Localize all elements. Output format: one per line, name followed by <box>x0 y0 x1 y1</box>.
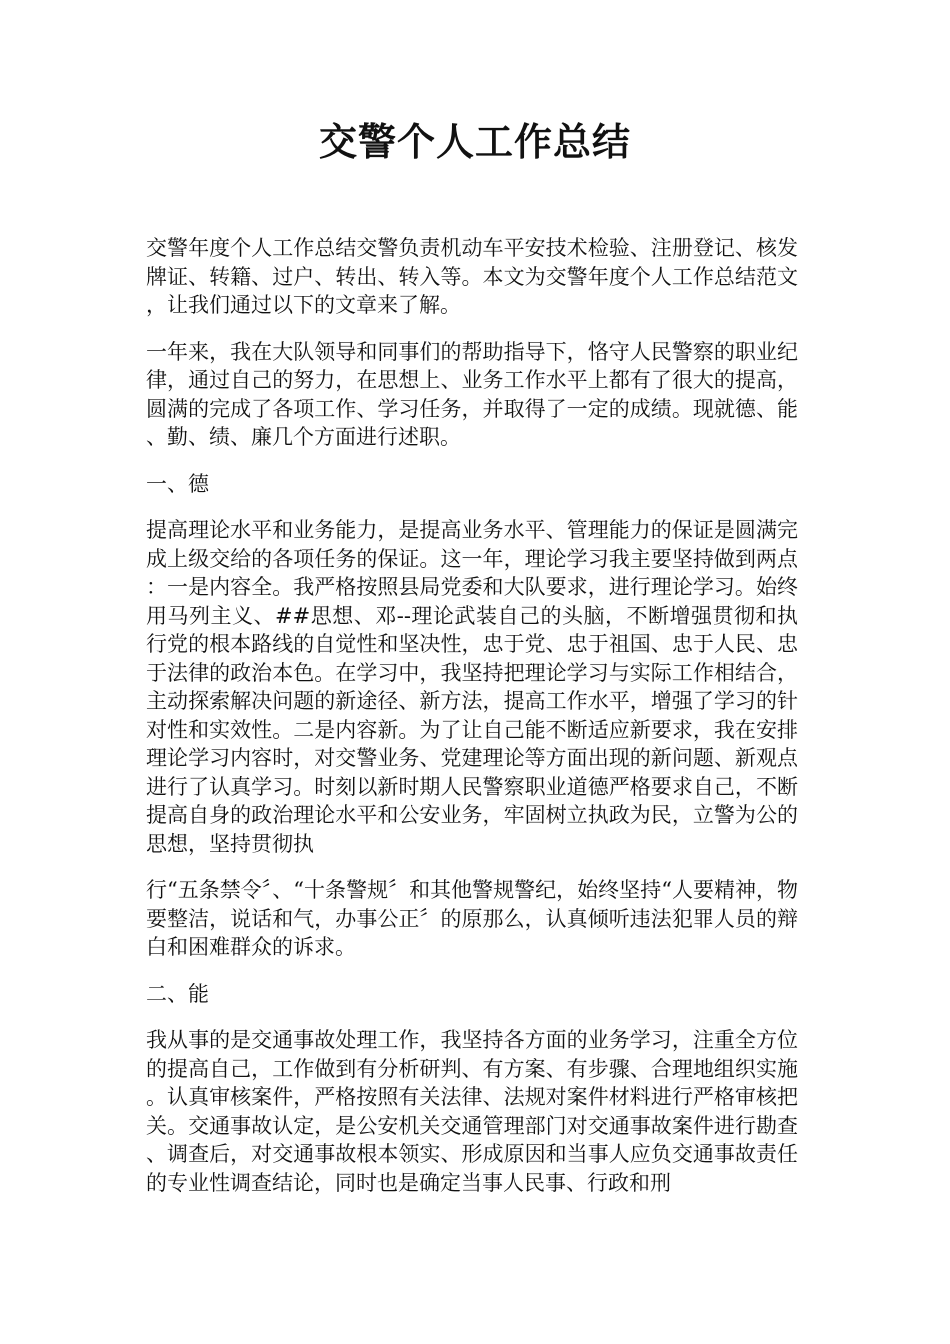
paragraph-de-continued: 行“五条禁令〞、“十条警规〞和其他警规警纪，始终坚持“人要精神，物要整洁，说话和气，办事公正〞的原那么，认真倾听违法犯罪人员的辩白和困难群众的诉求。 <box>146 878 798 959</box>
document-title: 交警个人工作总结 <box>318 119 631 164</box>
section-heading-de: 一、德 <box>146 471 209 496</box>
paragraph-de-body: 提高理论水平和业务能力，是提高业务水平、管理能力的保证是圆满完成上级交给的各项任务的保证。这一年，理论学习我主要坚持做到两点：一是内容全。我严格按照县局党委和大队要求，进行理论学习。始终用马列主义、##思想、邓--理论武装自己的头脑，不断增强贯彻和执行党的根本路线的自觉性和坚决性，忠于党、忠于祖国、忠于人民、忠于法律的政治本色。在学习中，我坚持把理论学习与实际工作相结合，主动探索解决问题的新途径、新方法，提高工作水平，增强了学习的针对性和实效性。二是内容新。为了让自己能不断适应新要求，我在安排理论学习内容时，对交警业务、党建理论等方面出现的新问题、新观点进行了认真学习。时刻以新时期人民警察职业道德严格要求自己，不断提高自身的政治理论水平和公安业务，牢固树立执政为民，立警为公的思想，坚持贯彻执 <box>146 518 798 856</box>
paragraph-overview: 一年来，我在大队领导和同事们的帮助指导下，恪守人民警察的职业纪律，通过自己的努力，在思想上、业务工作水平上都有了很大的提高，圆满的完成了各项工作、学习任务，并取得了一定的成绩。现就德、能、勤、绩、廉几个方面进行述职。 <box>146 339 798 449</box>
paragraph-neng-body: 我从事的是交通事故处理工作，我坚持各方面的业务学习，注重全方位的提高自己，工作做到有分析研判、有方案、有步骤、合理地组织实施。认真审核案件，严格按照有关法律、法规对案件材料进行严格审核把关。交通事故认定，是公安机关交通管理部门对交通事故案件进行勘查、调查后，对交通事故根本领实、形成原因和当事人应负交通事故责任的专业性调查结论，同时也是确定当事人民事、行政和刑 <box>146 1028 798 1195</box>
paragraph-intro: 交警年度个人工作总结交警负责机动车平安技术检验、注册登记、核发牌证、转籍、过户、转出、转入等。本文为交警年度个人工作总结范文，让我们通过以下的文章来了解。 <box>146 236 798 317</box>
document-body <box>146 234 798 1215</box>
section-heading-neng: 二、能 <box>146 981 209 1006</box>
